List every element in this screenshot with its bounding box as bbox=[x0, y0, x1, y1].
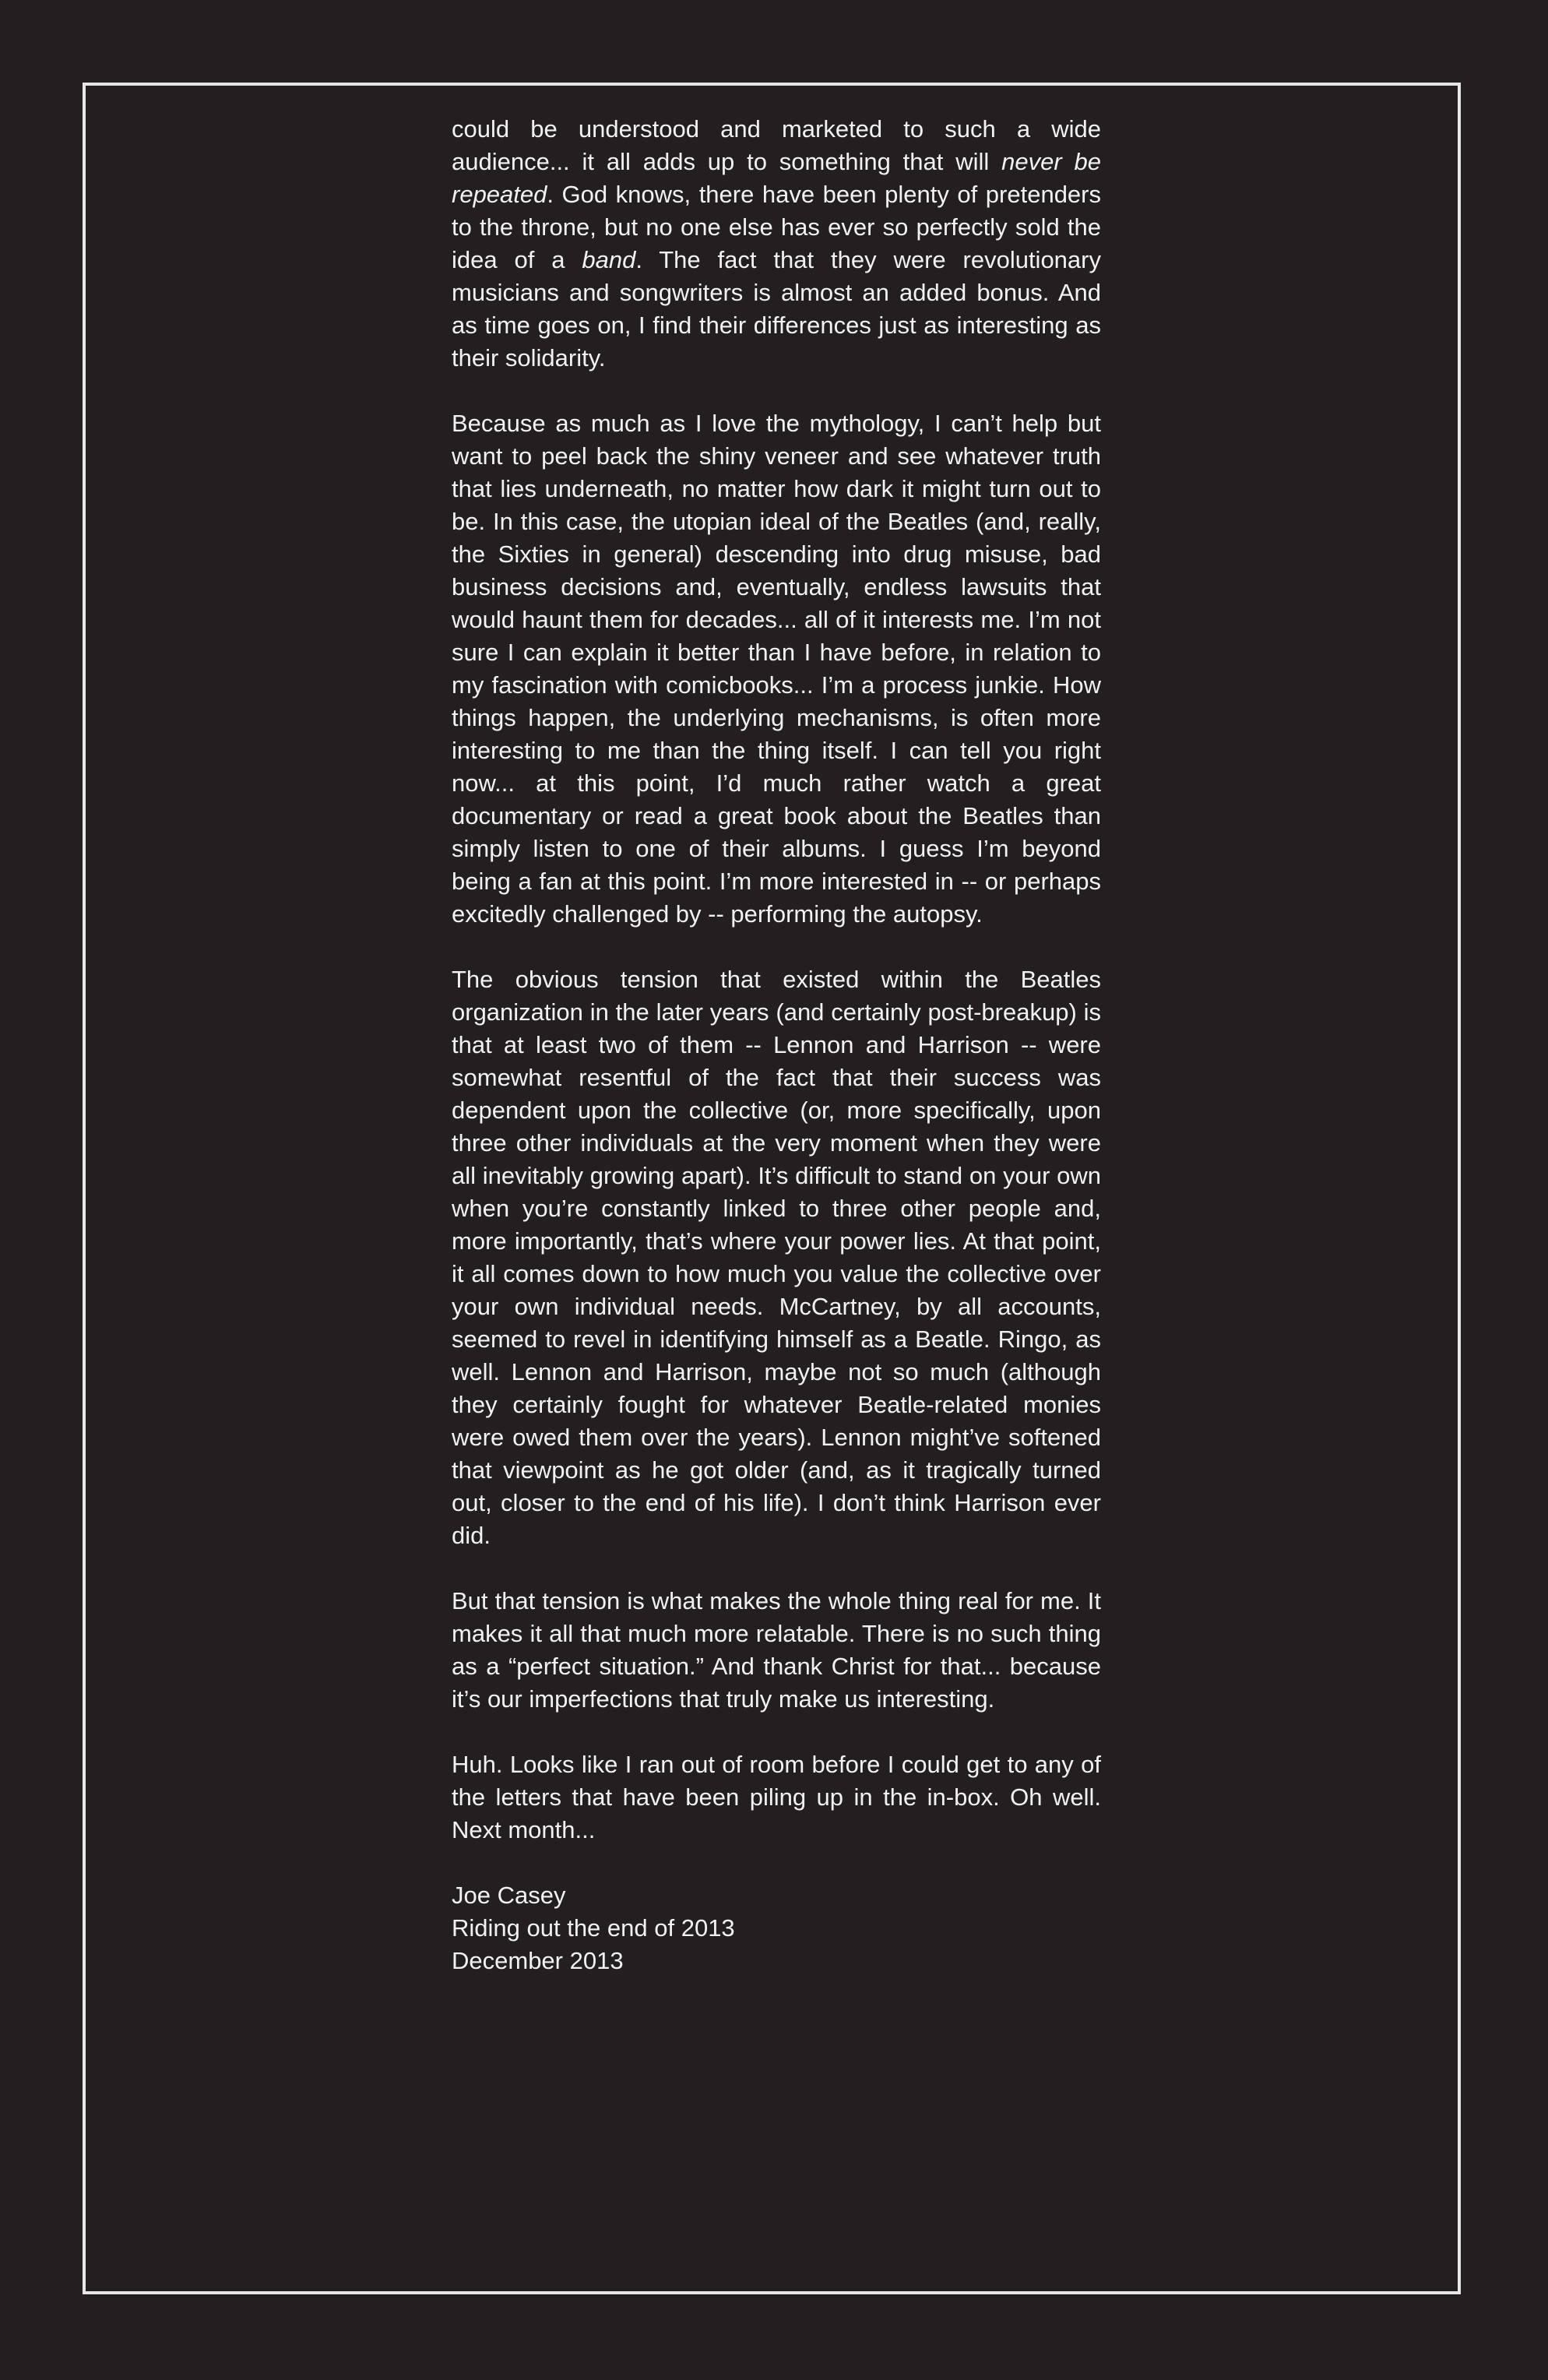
paragraph-1-part-e: . The fact that they were revolutionary musicians and songwriters is almost an added bonus. And as time goes on, I find their differences just as interesting as their solidarity. bbox=[452, 246, 1101, 371]
signature-block bbox=[452, 1879, 1101, 1977]
paragraph-1-part-a: could be understood and marketed to such a wide audience... it all adds up to something that will bbox=[452, 115, 1101, 175]
signature-name: Joe Casey bbox=[452, 1882, 566, 1909]
signature-note: Riding out the end of 2013 bbox=[452, 1914, 735, 1942]
paragraph-3: The obvious tension that existed within the Beatles organization in the later years (and certainly post-breakup) is that at least two of them -- Lennon and Harrison -- were somewhat resentful of the fact that their success was dependent upon the collective (or, more specifically, upon three other individuals at the very moment when they were all inevitably growing apart). It’s difficult to stand on your own when you’re constantly linked to three other people and, more importantly, that’s where your power lies. At that point, it all comes down to how much you value the collective over your own individual needs. McCartney, by all accounts, seemed to revel in identifying himself as a Beatle. Ringo, as well. Lennon and Harrison, maybe not so much (although they certainly fought for whatever Beatle-related monies were owed them over the years). Lennon might’ve softened that viewpoint as he got older (and, as it tragically turned out, closer to the end of his life). I don’t think Harrison ever did. bbox=[452, 966, 1101, 1549]
emphasis-never-be-repeated: never be repeated bbox=[452, 148, 1101, 208]
paragraph-4: But that tension is what makes the whole thing real for me. It makes it all that much more relatable. There is no such thing as a “perfect situation.” And thank Christ for that... because it’s our imperfections that truly make us interesting. bbox=[452, 1587, 1101, 1713]
paragraph-1 bbox=[452, 113, 1101, 375]
emphasis-band: band bbox=[582, 246, 636, 273]
paragraph-2: Because as much as I love the mythology, I can’t help but want to peel back the shiny veneer and see whatever truth that lies underneath, no matter how dark it might turn out to be. In this case, the utopian ideal of the Beatles (and, really, the Sixties in general) descending into drug misuse, bad business decisions and, eventually, endless lawsuits that would haunt them for decades... all of it interests me. I’m not sure I can explain it better than I have before, in relation to my fascination with comicbooks... I’m a process junkie. How things happen, the underlying mechanisms, is often more interesting to me than the thing itself. I can tell you right now... at this point, I’d much rather watch a great documentary or read a great book about the Beatles than simply listen to one of their albums. I guess I’m beyond being a fan at this point. I’m more interested in -- or perhaps excitedly challenged by -- performing the autopsy. bbox=[452, 410, 1101, 928]
letter-column bbox=[452, 113, 1101, 1977]
paragraph-1-part-c: . God knows, there have been plenty of pretenders to the throne, but no one else has ever so perfectly sold the idea of a bbox=[452, 181, 1101, 273]
signature-date: December 2013 bbox=[452, 1947, 624, 1974]
paragraph-5: Huh. Looks like I ran out of room before I could get to any of the letters that have been piling up in the in-box. Oh well. Next month... bbox=[452, 1751, 1101, 1843]
